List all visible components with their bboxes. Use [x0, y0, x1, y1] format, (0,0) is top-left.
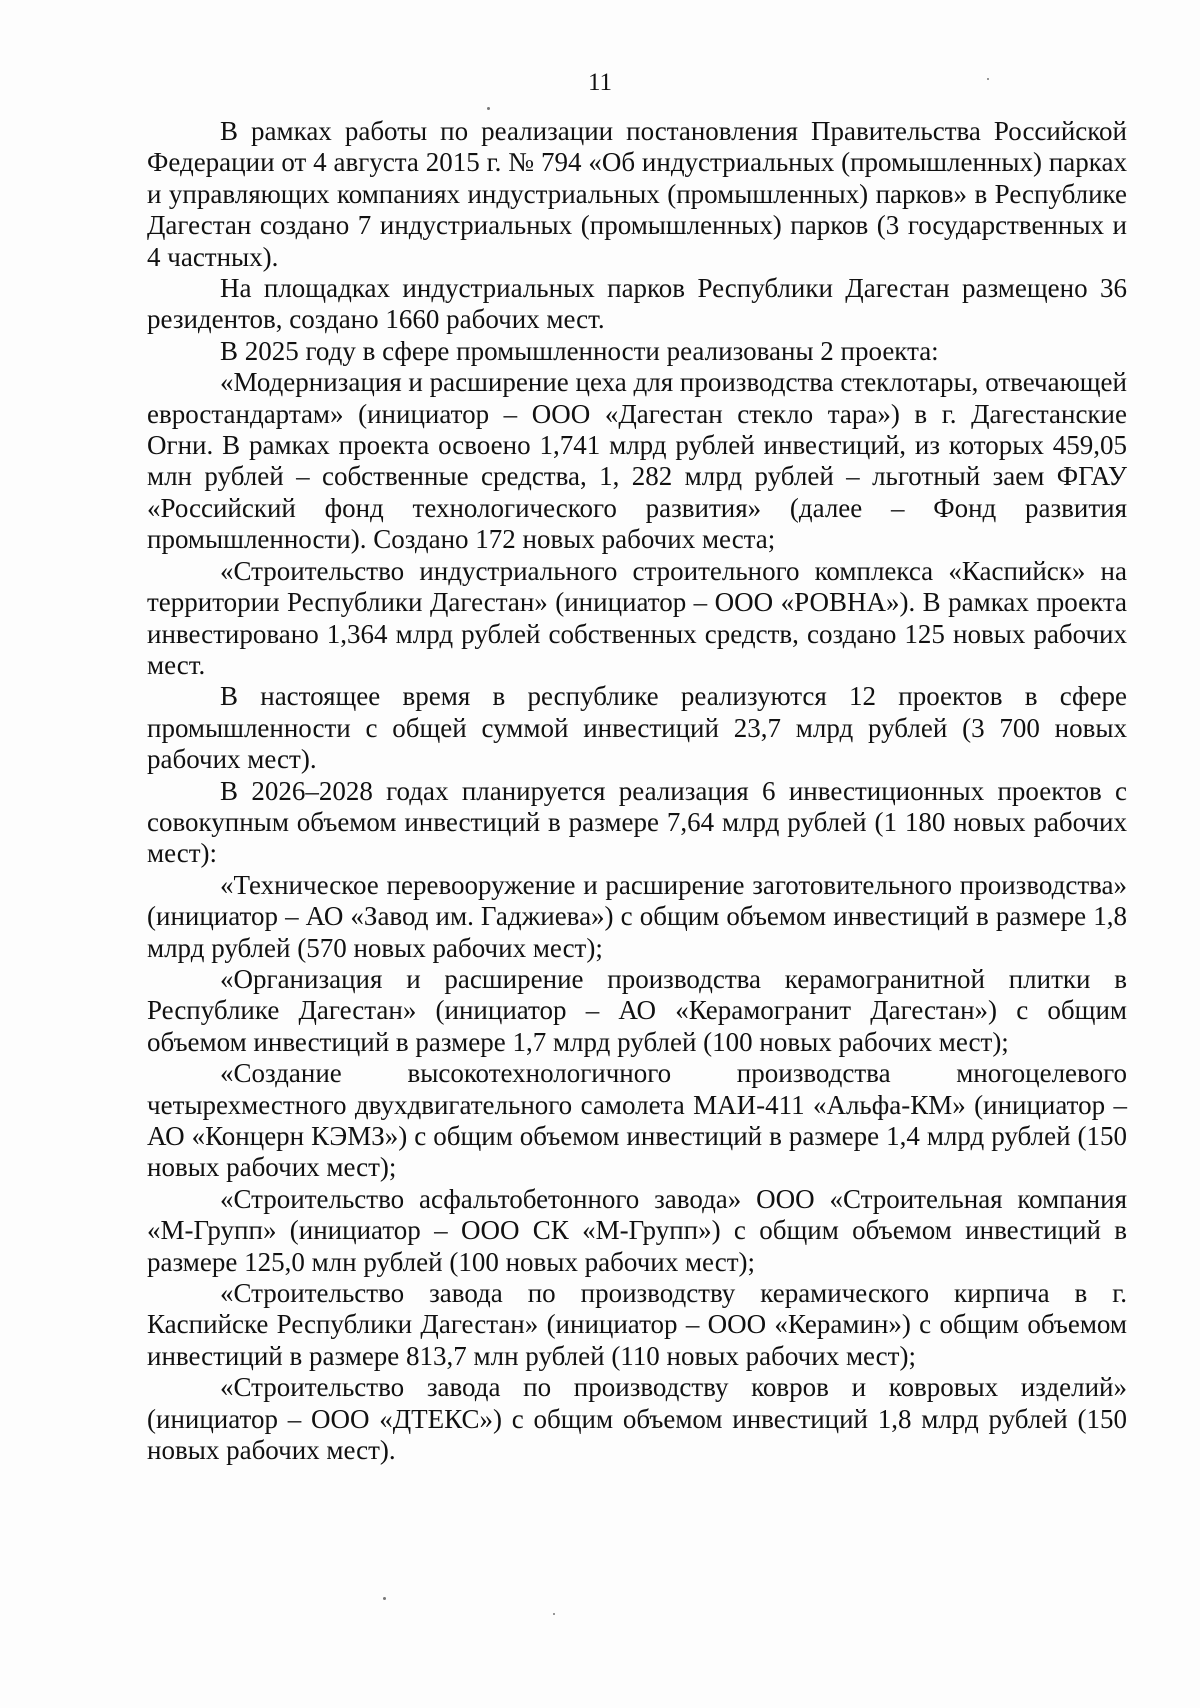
scan-speck [383, 1597, 386, 1600]
paragraph-asphalt-plant-project: «Строительство асфальтобетонного завода» ООО «Строительная компания «М-Групп» (инициатор – ООО СК «М-Групп») с общим объемом инвестиций в размере 125,0 млн рублей (100 новых рабочих мест); [147, 1183, 1127, 1277]
paragraph-porcelain-tile-project: «Организация и расширение производства керамогранитной плитки в Республике Дагестан» (инициатор – АО «Керамогранит Дагестан») с общим объемом инвестиций в размере 1,7 млрд рублей (100 новых рабочих мест); [147, 963, 1127, 1057]
paragraph-current-projects: В настоящее время в республике реализуются 12 проектов в сфере промышленности с общей суммой инвестиций 23,7 млрд рублей (3 700 новых рабочих мест). [147, 681, 1127, 775]
paragraph-park-residents: На площадках индустриальных парков Республики Дагестан размещено 36 резидентов, создано 1660 рабочих мест. [147, 273, 1127, 335]
paragraph-industrial-parks: В рамках работы по реализации постановления Правительства Российской Федерации от 4 августа 2015 г. № 794 «Об индустриальных (промышленных) парках и управляющих компаниях индустриальных (промышленных) парков» в Республике Дагестан создано 7 индустриальных (промышленных) парков (3 государственных и 4 частных). [147, 116, 1127, 272]
paragraph-aircraft-project: «Создание высокотехнологичного производства многоцелевого четырехместного двухдвигательного самолета МАИ-411 «Альфа-КМ» (инициатор – АО «Концерн КЭМЗ») с общим объемом инвестиций в размере 1,4 млрд рублей (150 новых рабочих мест); [147, 1058, 1127, 1183]
paragraph-kaspiysk-complex-project: «Строительство индустриального строительного комплекса «Каспийск» на территории Республики Дагестан» (инициатор – ООО «РОВНА»). В рамках проекта инвестировано 1,364 млрд рублей собственных средств, создано 125 новых рабочих мест. [147, 555, 1127, 680]
paragraph-glass-container-project: «Модернизация и расширение цеха для производства стеклотары, отвечающей евростандартам» (инициатор – ООО «Дагестан стекло тара») в г. Дагестанские Огни. В рамках проекта освоено 1,741 млрд рублей инвестиций, из которых 459,05 млн рублей – собственные средства, 1, 282 млрд рублей – льготный заем ФГАУ «Российский фонд технологического развития» (далее – Фонд развития промышленности). Создано 172 новых рабочих места; [147, 367, 1127, 555]
scan-speck [553, 1613, 555, 1615]
page-number: 11 [587, 69, 613, 96]
paragraph-carpet-plant-project: «Строительство завода по производству ковров и ковровых изделий» (инициатор – ООО «ДТЕКС») с общим объемом инвестиций 1,8 млрд рублей (150 новых рабочих мест). [147, 1372, 1127, 1466]
paragraph-gadzhiev-plant-project: «Техническое перевооружение и расширение заготовительного производства» (инициатор – АО «Завод им. Гаджиева») с общим объемом инвестиций в размере 1,8 млрд рублей (570 новых рабочих мест); [147, 869, 1127, 963]
scan-speck [987, 78, 989, 80]
paragraph-2026-2028-plans: В 2026–2028 годах планируется реализация 6 инвестиционных проектов с совокупным объемом инвестиций в размере 7,64 млрд рублей (1 180 новых рабочих мест): [147, 775, 1127, 869]
document-body [147, 116, 1127, 1466]
scan-speck [487, 107, 490, 110]
paragraph-2025-projects-intro: В 2025 году в сфере промышленности реализованы 2 проекта: [220, 335, 939, 366]
paragraph-brick-plant-project: «Строительство завода по производству керамического кирпича в г. Каспийске Республики Дагестан» (инициатор – ООО «Керамин») с общим объемом инвестиций в размере 813,7 млн рублей (110 новых рабочих мест); [147, 1278, 1127, 1371]
